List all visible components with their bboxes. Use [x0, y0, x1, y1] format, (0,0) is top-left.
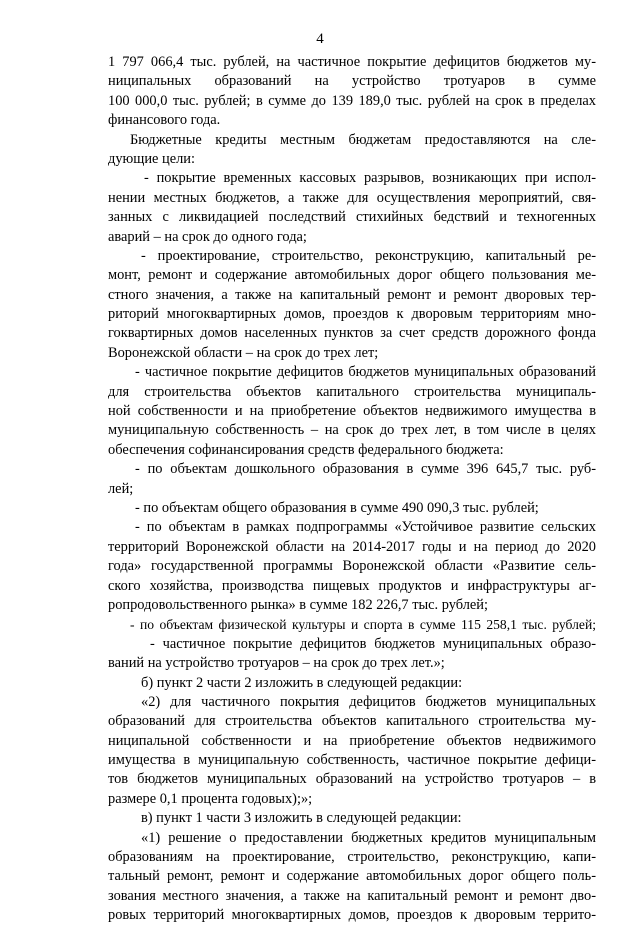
text-line: 1 797 066,4 тыс. рублей, на частичное покрытие дефицитов бюджетов му-: [108, 54, 596, 70]
text-line: имущества в муниципальную собственность, частичное покрытие дефици-: [108, 752, 596, 769]
text-line: зования местного значения, а также на капитальный ремонт и ремонт дво-: [108, 887, 596, 904]
text-line: Воронежской области – на срок до трех лет;: [108, 344, 379, 361]
text-line: тов бюджетов муниципальных образований на устройство тротуаров – в: [108, 771, 596, 788]
text-line: года» государственной программы Воронежской области «Развитие сель-: [108, 558, 596, 575]
text-line: обеспечения софинансирования средств федерального бюджета:: [108, 441, 504, 458]
text-line: территорий Воронежской области на 2014-2017 годы и на период до 2020: [108, 538, 596, 555]
text-line: - частичное покрытие дефицитов бюджетов муниципальных образо-: [150, 635, 596, 652]
text-line: - покрытие временных кассовых разрывов, возникающих при испол-: [144, 170, 596, 187]
text-line: образований для строительства объектов капитального строительства му-: [108, 713, 596, 730]
text-line: в) пункт 1 части 3 изложить в следующей редакции:: [141, 810, 462, 827]
text-line: ровых территорий многоквартирных домов, проездов к дворовым террито-: [108, 907, 596, 924]
text-line: нении местных бюджетов, а также для осуществления мероприятий, свя-: [108, 189, 596, 206]
document-body: [108, 53, 596, 926]
text-line: «2) для частичного покрытия дефицитов бюджетов муниципальных: [141, 693, 596, 710]
text-line: ниципальных образований на устройство тротуаров в сумме: [108, 73, 596, 90]
text-line: - проектирование, строительство, реконструкцию, капитальный ре-: [141, 247, 596, 264]
text-line: тальный ремонт, ремонт и содержание автомобильных дорог общего поль-: [108, 868, 596, 885]
text-line: «1) решение о предоставлении бюджетных кредитов муниципальным: [141, 829, 596, 846]
text-line: риторий многоквартирных домов, проездов к дворовым территориям мно-: [108, 306, 596, 323]
text-line: стного значения, а также на капитальный ремонт и ремонт дворовых тер-: [108, 286, 596, 303]
text-line: - по объектам общего образования в сумме 490 090,3 тыс. рублей;: [135, 499, 539, 516]
text-line: занных с ликвидацией последствий стихийных бедствий и техногенных: [108, 209, 596, 226]
text-line: образованиям на проектирование, строительство, реконструкцию, капи-: [108, 849, 596, 866]
text-line: ниципальной собственности и на приобретение объектов недвижимого: [108, 732, 596, 749]
text-line: - по объектам физической культуры и спорта в сумме 115 258,1 тыс. рублей;: [130, 617, 596, 633]
page-number: 4: [316, 31, 324, 47]
text-line: муниципальную собственность – на срок до трех лет, в том числе в целях: [108, 422, 596, 439]
text-line: монт, ремонт и содержание автомобильных дорог общего пользования ме-: [108, 267, 596, 284]
text-line: финансового года.: [108, 112, 221, 129]
text-line: - по объектам дошкольного образования в сумме 396 645,7 тыс. руб-: [135, 461, 596, 478]
text-line: дующие цели:: [108, 150, 196, 167]
text-line: гоквартирных домов населенных пунктов за счет средств дорожного фонда: [108, 325, 596, 342]
text-line: ваний на устройство тротуаров – на срок до трех лет.»;: [108, 655, 445, 672]
text-line: аварий – на срок до одного года;: [108, 228, 307, 245]
text-line: лей;: [108, 480, 134, 497]
text-line: ной собственности и на приобретение объектов недвижимого имущества в: [108, 403, 596, 420]
text-line: - частичное покрытие дефицитов бюджетов муниципальных образований: [135, 364, 596, 381]
text-line: Бюджетные кредиты местным бюджетам предоставляются на сле-: [130, 131, 596, 148]
text-line: б) пункт 2 части 2 изложить в следующей редакции:: [141, 674, 463, 691]
text-line: - по объектам в рамках подпрограммы «Устойчивое развитие сельских: [135, 519, 596, 536]
text-line: для строительства объектов капитального строительства муниципаль-: [108, 383, 596, 400]
text-line: 100 000,0 тыс. рублей; в сумме до 139 189,0 тыс. рублей на срок в пределах: [108, 92, 596, 109]
text-line: ропродовольственного рынка» в сумме 182 226,7 тыс. рублей;: [108, 596, 488, 613]
text-line: размере 0,1 процента годовых);»;: [108, 790, 313, 807]
text-line: ского хозяйства, производства пищевых продуктов и инфраструктуры аг-: [108, 577, 596, 594]
